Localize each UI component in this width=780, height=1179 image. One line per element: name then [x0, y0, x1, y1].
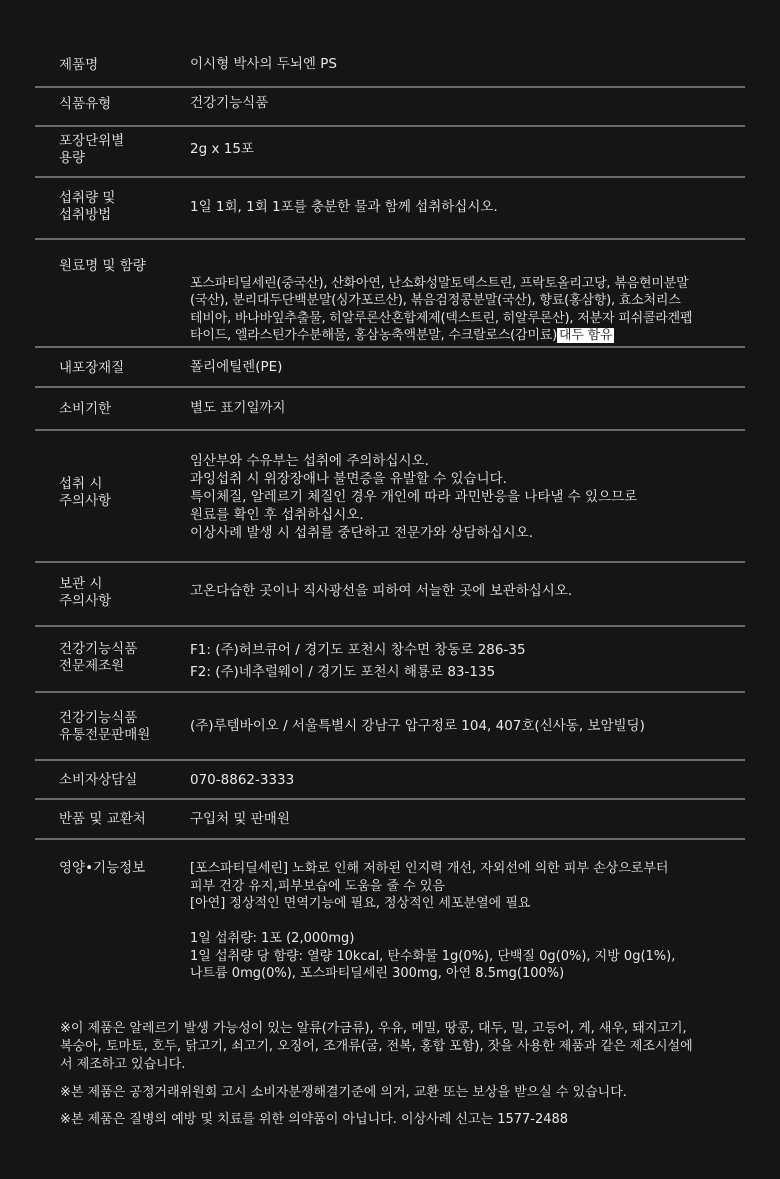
row-value: [포스파티딜세린] 노화로 인해 저하된 인지력 개선, 자외선에 의한 피부 손상으로부터 피부 건강 유지,피부보습에 도움을 줄 수 있음 [아연] 정상적인 면역기능에 필요, 정상적인 세포분열에 필요 1일 섭취량: 1포 (2,000mg) 1일 섭취량 당 함량: 열량 10kcal, 탄수화물 1g(0%), 단백질 0g(0%), 지방 0g(1%), 나트륨 0mg(0%), 포스파티딜세린 300mg, 아연 8.5mg(100%): [190, 861, 676, 981]
row-returns: [35, 800, 745, 840]
row-expiry: [35, 388, 745, 431]
row-value: 건강기능식품: [190, 95, 269, 111]
row-food-type: [35, 88, 745, 127]
row-customer-service: [35, 761, 745, 800]
row-value: 임산부와 수유부는 섭취에 주의하십시오. 과잉섭취 시 위장장애나 불면증을 유발할 수 있습니다. 특이체질, 알레르기 체질인 경우 개인에 따라 과민반응을 나타낼 수 있으므로 원료를 확인 후 섭취하십시오. 이상사례 발생 시 섭취를 중단하고 전문가와 상담하십시오.: [190, 453, 638, 541]
row-product-name: [35, 40, 745, 88]
row-manufacturer: [35, 627, 745, 693]
row-packaging-material: [35, 348, 745, 388]
footnotes: [60, 1020, 750, 1129]
row-distributor: [35, 693, 745, 761]
row-value: 고온다습한 곳이나 직사광선을 피하여 서늘한 곳에 보관하십시오.: [190, 583, 573, 599]
row-value: 2g x 15포: [190, 141, 254, 157]
row-label: 원료명 및 함량: [59, 258, 146, 274]
row-value: (주)루템바이오 / 서울특별시 강남구 압구정로 104, 407호(신사동, 보암빌딩): [190, 718, 645, 734]
row-label: 반품 및 교환처: [59, 811, 146, 827]
row-nutrition-info: [35, 840, 745, 1000]
row-label: 소비자상담실: [59, 772, 138, 788]
footnote-compensation: ※본 제품은 공정거래위원회 고시 소비자분쟁해결기준에 의거, 교환 또는 보상을 받으실 수 있습니다.: [60, 1085, 627, 1100]
row-label: 섭취량 및 섭취방법: [59, 190, 116, 223]
row-value: 이시형 박사의 두뇌엔 PS: [190, 56, 337, 72]
row-value: 구입처 및 판매원: [190, 811, 290, 827]
row-ingredients: [35, 240, 745, 348]
row-intake-method: [35, 178, 745, 240]
row-value: [190, 257, 750, 345]
row-value: F1: (주)허브큐어 / 경기도 포천시 창수면 창동로 286-35 F2: (주)네추럴웨이 / 경기도 포천시 해룡로 83-135: [190, 642, 526, 680]
row-label: 식품유형: [59, 96, 112, 112]
row-label: 건강기능식품 전문제조원: [59, 641, 138, 674]
row-label: 포장단위별 용량: [59, 133, 125, 166]
ingredients-text: 포스파티딜세린(중국산), 산화아연, 난소화성말토덱스트린, 프락토올리고당, 볶음현미분말 (국산), 분리대두단백분말(싱가포르산), 볶음검정콩분말(국산), 향료(홍삼향), 효소처리스 테비아, 바나바잎추출물, 히알루론산혼합제제(덱스트린, 히알루론산), 저분자 피쉬콜라겐펩 타이드, 엘라스틴가수분해물, 홍삼농축액분말, 수크랄로스(감미료): [190, 275, 693, 343]
row-storage-cautions: [35, 563, 745, 627]
row-label: 보관 시 주의사항: [59, 576, 112, 609]
row-label: 영양•기능정보: [59, 860, 146, 876]
row-value: 1일 1회, 1회 1포를 충분한 물과 함께 섭취하십시오.: [190, 199, 498, 215]
footnote-not-medicine: ※본 제품은 질병의 예방 및 치료를 위한 의약품이 아닙니다. 이상사례 신고는 1577-2488: [60, 1112, 569, 1127]
row-label: 제품명: [59, 57, 99, 73]
row-label: 소비기한: [59, 401, 112, 417]
row-package-capacity: [35, 127, 745, 178]
row-intake-cautions: [35, 431, 745, 563]
row-label: 내포장재질: [59, 360, 125, 376]
row-label: 섭취 시 주의사항: [59, 476, 112, 509]
row-label: 건강기능식품 유통전문판매원: [59, 710, 151, 743]
row-value: 폴리에틸렌(PE): [190, 359, 283, 375]
row-value: 별도 표기일까지: [190, 400, 286, 416]
footnote-allergen: ※이 제품은 알레르기 발생 가능성이 있는 알류(가금류), 우유, 메밀, 땅콩, 대두, 밀, 고등어, 게, 새우, 돼지고기, 복숭아, 토마토, 호두, 닭고기, 쇠고기, 오징어, 조개류(굴, 전복, 홍합 포함), 잣을 사용한 제품과 같은 제조시설에 서 제조하고 있습니다.: [60, 1021, 693, 1072]
allergen-highlight: 대두 함유: [559, 328, 613, 343]
row-value: 070-8862-3333: [190, 772, 295, 788]
